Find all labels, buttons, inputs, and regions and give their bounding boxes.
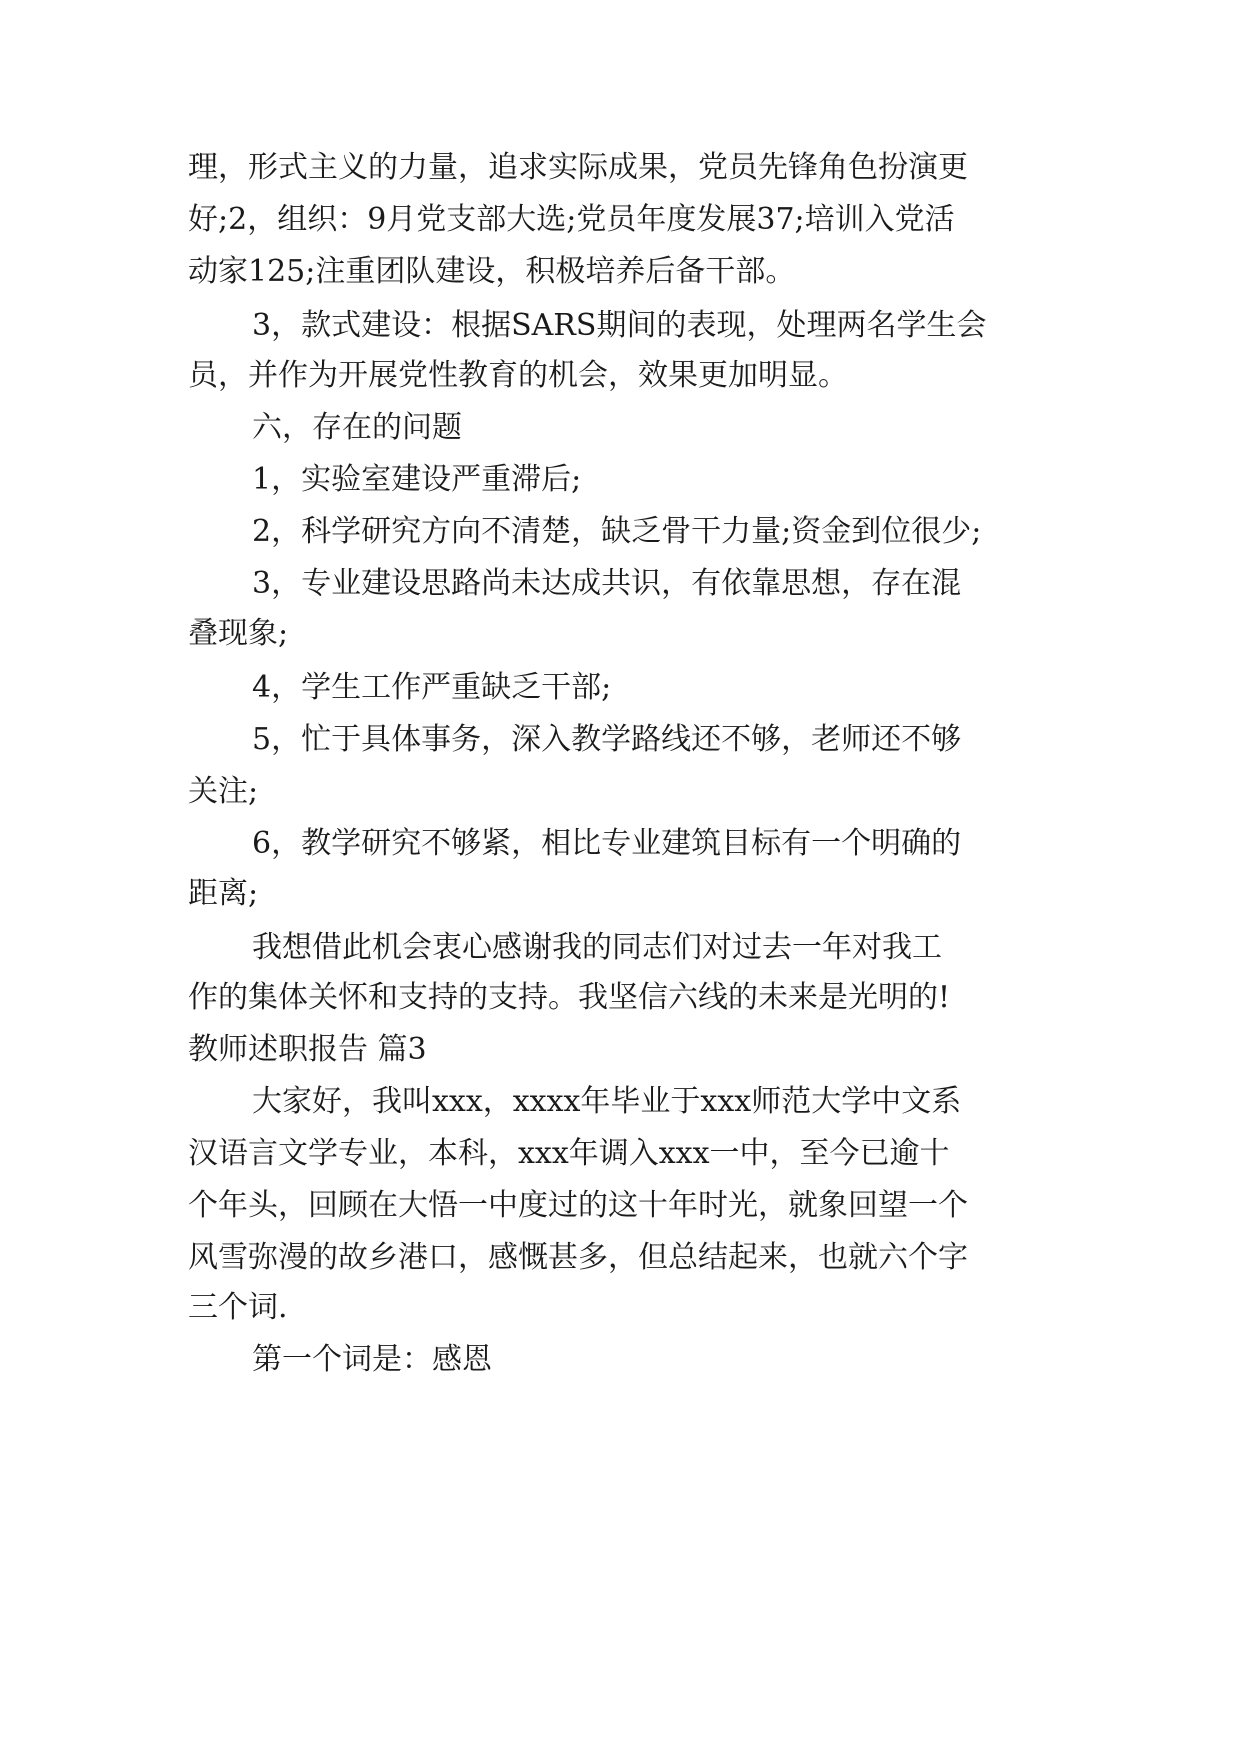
list-item: 距离; — [188, 876, 259, 911]
body-text-line: 第一个词是：感恩 — [252, 1342, 492, 1377]
list-item: 4，学生工作严重缺乏干部; — [252, 670, 612, 705]
body-text-line: 好;2，组织：9月党支部大选;党员年度发展37;培训入党活 — [188, 202, 955, 237]
body-text-line: 作的集体关怀和支持的支持。我坚信六线的未来是光明的! — [188, 980, 951, 1015]
list-item: 2，科学研究方向不清楚，缺乏骨干力量;资金到位很少; — [252, 514, 982, 549]
list-item: 关注; — [188, 774, 259, 809]
body-text-line: 理，形式主义的力量，追求实际成果，党员先锋角色扮演更 — [188, 150, 968, 185]
body-text-line: 个年头，回顾在大悟一中度过的这十年时光，就象回望一个 — [188, 1188, 968, 1223]
body-text-line: 动家125;注重团队建设，积极培养后备干部。 — [188, 254, 796, 289]
section-title: 教师述职报告 篇3 — [188, 1032, 427, 1067]
body-text-line: 风雪弥漫的故乡港口，感慨甚多，但总结起来，也就六个字 — [188, 1240, 968, 1275]
body-text-line: 三个词. — [188, 1290, 288, 1325]
body-text-line: 大家好，我叫xxx，xxxx年毕业于xxx师范大学中文系 — [252, 1084, 962, 1119]
list-item: 5，忙于具体事务，深入教学路线还不够，老师还不够 — [252, 722, 962, 757]
list-item: 3，专业建设思路尚未达成共识，有依靠思想，存在混 — [252, 566, 962, 601]
body-text-line: 汉语言文学专业，本科，xxx年调入xxx一中，至今已逾十 — [188, 1136, 950, 1171]
body-text-line: 3，款式建设：根据SARS期间的表现，处理两名学生会 — [252, 308, 987, 343]
list-item: 叠现象; — [188, 616, 289, 651]
body-text-line: 我想借此机会衷心感谢我的同志们对过去一年对我工 — [252, 930, 942, 965]
body-text-line: 员，并作为开展党性教育的机会，效果更加明显。 — [188, 358, 848, 393]
section-heading: 六，存在的问题 — [252, 410, 462, 445]
list-item: 6，教学研究不够紧，相比专业建筑目标有一个明确的 — [252, 826, 962, 861]
list-item: 1，实验室建设严重滞后; — [252, 462, 582, 497]
